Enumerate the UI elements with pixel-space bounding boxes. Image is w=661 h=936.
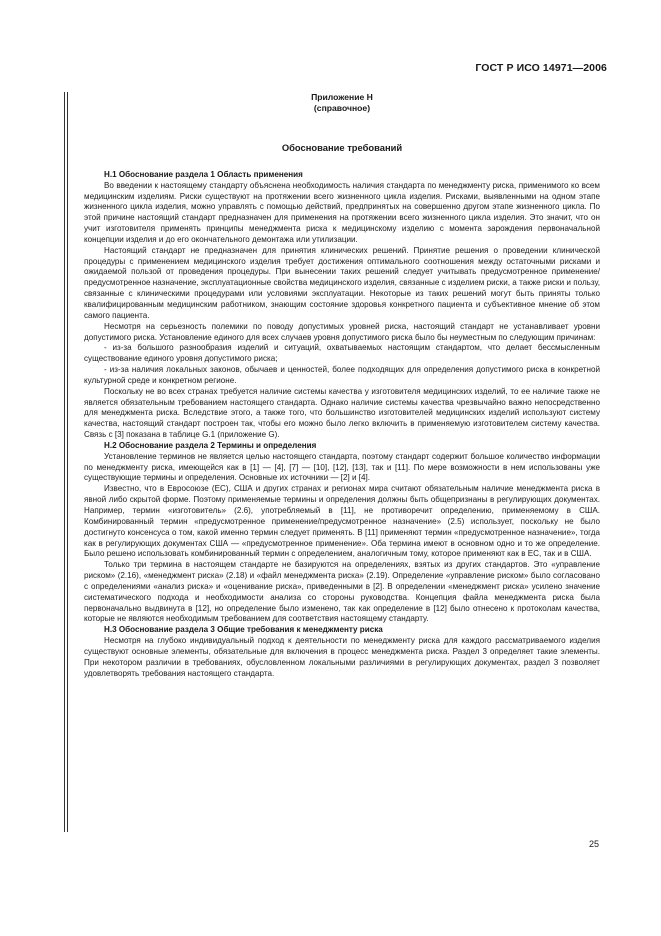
- annex-type: (справочное): [313, 103, 371, 113]
- annex-heading: Обоснование требований: [281, 142, 403, 153]
- paragraph: Несмотря на глубоко индивидуальный подход к деятельности по менеджменту риска для каждого рассматриваемого изделия существуют основные элементы, обязательные для включения в процесс менеджмента риска. Раздел 3 определяет такие элементы. При некотором различии в требованиях, обусловленном локальными различиями в регулирующих документах, раздел 3 позволяет удовлетворять требования настоящего стандарта.: [84, 636, 600, 678]
- paragraph: Поскольку не во всех странах требуется наличие системы качества у изготовителя медицинских изделий, то ее наличие также не является обязательным требованием настоящего стандарта. Однако наличие системы качества чрезвычайно важно непосредственно для менеджмента риска. Вследствие этого, а также того, что большинство изготовителей медицинских изделий используют систему качества, настоящий стандарт построен так, чтобы его можно было легко включить в применяемую изготовителем систему качества. Связь с [3] показана в таблице G.1 (приложение G).: [84, 386, 600, 440]
- paragraph: Настоящий стандарт не предназначен для принятия клинических решений. Принятие решения о проведении клинической процедуры с применением медицинского изделия требует достижения оптимального соотношения между остаточными рисками и ожидаемой пользой от проведения процедуры. При вынесении таких решений следует учитывать предусмотренное применение/предусмотренное назначение, эксплуатационные свойства медицинского изделия, связанные с изделием риски, а также риски и пользу, связанные с клиническими процедурами или условиями эксплуатации. Некоторые из таких решений могут быть приняты только квалифицированным медицинским работником, знающим состояние здоровья конкретного пациента и субъективное мнение об этом самого пациента.: [84, 245, 600, 320]
- standard-header: ГОСТ Р ИСО 14971—2006: [475, 62, 607, 74]
- paragraph: Установление терминов не является целью настоящего стандарта, поэтому стандарт содержит большое количество информации по менеджменту риска, имеющейся как в [1] — [4], [7] — [10], [12], [13], так и [11]. По мере возможности в нем использованы уже существующие термины и определения. Основные их источники — [2] и [4].: [84, 451, 600, 483]
- list-item: - из-за большого разнообразия изделий и ситуаций, охватываемых настоящим стандартом, что делает бессмысленным существование единого уровня допустимого риска;: [84, 343, 600, 364]
- margin-bar-outer: [64, 92, 65, 832]
- paragraph: Во введении к настоящему стандарту объяснена необходимость наличия стандарта по менеджменту риска, применимого ко всем медицинским изделиям. Риски существуют на протяжении всего жизненного цикла изделия. Рисками, выявленными на одном этапе жизненного цикла изделия, можно управлять с помощью действий, предпринятых на совершенно другом этапе жизненного цикла. По этой причине настоящий стандарт предназначен для применения на протяжении всего жизненного цикла изделия. Это значит, что он учит изготовителя применять принципы менеджмента риска к медицинскому изделию с момента зарождения первоначальной концепции изделия и до его окончательного демонтажа или утилизации.: [84, 180, 600, 244]
- annex-title: Приложение Н: [311, 92, 373, 102]
- section-heading-h2: Н.2 Обоснование раздела 2 Термины и определения: [104, 440, 317, 450]
- page-number: 25: [588, 839, 599, 849]
- section-heading-h3: Н.3 Обоснование раздела 3 Общие требования к менеджменту риска: [104, 625, 383, 635]
- margin-bar-inner: [67, 92, 68, 832]
- paragraph: Несмотря на серьезность полемики по поводу допустимых уровней риска, настоящий стандарт не устанавливает уровни допустимого риска. Установление единого для всех случаев уровня допустимого риска было бы неуместным по следующим причинам:: [84, 321, 600, 342]
- list-item: - из-за наличия локальных законов, обычаев и ценностей, более подходящих для определения допустимого риска в конкретной культурной среде и конкретном регионе.: [84, 365, 600, 385]
- document-body: [84, 92, 600, 680]
- paragraph: Только три термина в настоящем стандарте не базируются на определениях, взятых из других стандартов. Это «управление риском» (2.16), «менеджмент риска» (2.18) и «файл менеджмента риска» (2.19). Определение «управление риском» было согласовано с определениями «анализ риска» и «оценивание риска», приведенными в [2]. В определении «менеджмент риска» усилено значение систематического подхода и необходимости анализа со стороны руководства. Концепция файла менеджмента риска была первоначально выдвинута в [12], но определение было изменено, так как определение в [12] было отнесено к протоколам качества, которые не являются необходимым требованием для соответствия настоящему стандарту.: [84, 560, 600, 624]
- paragraph: Известно, что в Евросоюзе (ЕС), США и других странах и регионах мира считают обязательным наличие менеджмента риска в явной либо скрытой форме. Поэтому применяемые термины и определения должны быть общепризнаны в регулирующих документах. Например, термин «изготовитель» (2.6), употребляемый в [11], не противоречит определению, применяемому в США. Комбинированный термин «предусмотренное применение/предусмотренное назначение» (2.5) использует, поскольку не было достигнуто консенсуса о том, какой именно термин следует применять. В [11] применяют термин «предусмотренное назначение», тогда как в регулирующих документах США — «предусмотренное применение». Оба термина имеют в основном одно и то же определение. Было решено использовать комбинированный термин с определением, аналогичным тому, которое применяют как в ЕС, так и в США.: [84, 484, 600, 559]
- section-heading-h1: Н.1 Обоснование раздела 1 Область применения: [104, 169, 303, 179]
